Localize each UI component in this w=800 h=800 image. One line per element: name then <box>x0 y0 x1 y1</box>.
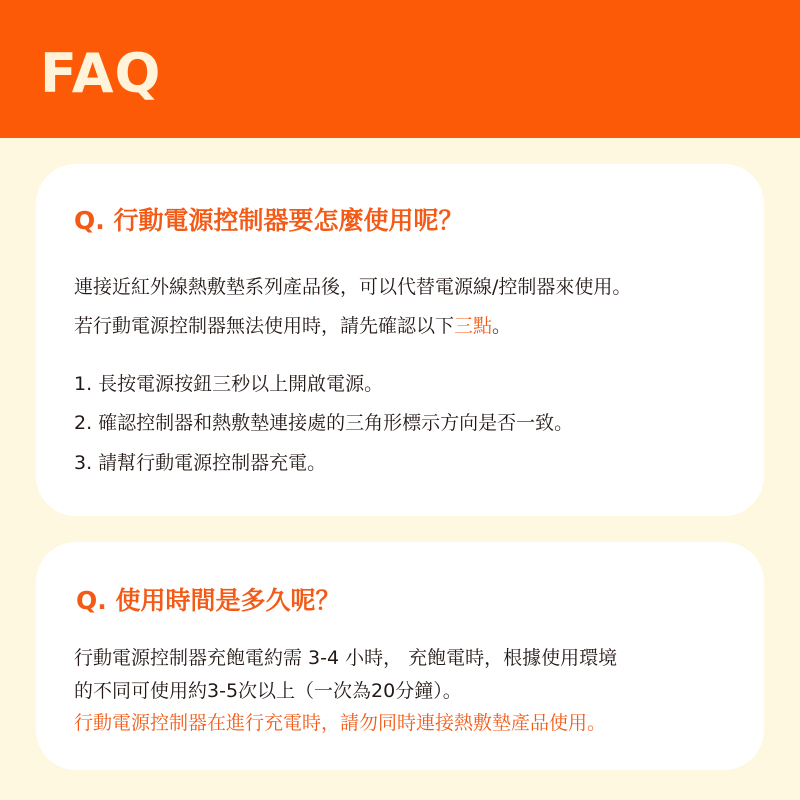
highlight-three-points: 三點 <box>454 315 493 337</box>
faq-answer-1-line-2 <box>74 313 511 339</box>
faq-answer-2-line-2: 的不同可使用約3-5次以上（一次為20分鐘）。 <box>74 680 462 702</box>
header-banner <box>0 0 800 138</box>
faq-step-1: 1. 長按電源按鈕三秒以上開啟電源。 <box>74 373 384 395</box>
faq-answer-1-line-1: 連接近紅外線熱敷墊系列產品後，可以代替電源線/控制器來使用。 <box>74 276 632 298</box>
faq-card-1 <box>36 164 764 516</box>
faq-answer-1-line-2-suffix: 。 <box>492 315 512 337</box>
faq-card-2 <box>36 542 764 770</box>
faq-question-1: Q. 行動電源控制器要怎麼使用呢？ <box>74 206 464 235</box>
faq-warning: 行動電源控制器在進行充電時，請勿同時連接熱敷墊產品使用。 <box>74 712 607 734</box>
page-title: FAQ <box>40 42 162 105</box>
faq-step-2: 2. 確認控制器和熱敷墊連接處的三角形標示方向是否一致。 <box>74 412 574 434</box>
faq-answer-1-line-2-prefix: 若行動電源控制器無法使用時，請先確認以下 <box>74 315 455 337</box>
faq-question-2: Q. 使用時間是多久呢？ <box>76 586 341 615</box>
faq-answer-2-line-1: 行動電源控制器充飽電約需 3-4 小時， 充飽電時，根據使用環境 <box>74 647 618 669</box>
faq-step-3: 3. 請幫行動電源控制器充電。 <box>74 452 327 474</box>
